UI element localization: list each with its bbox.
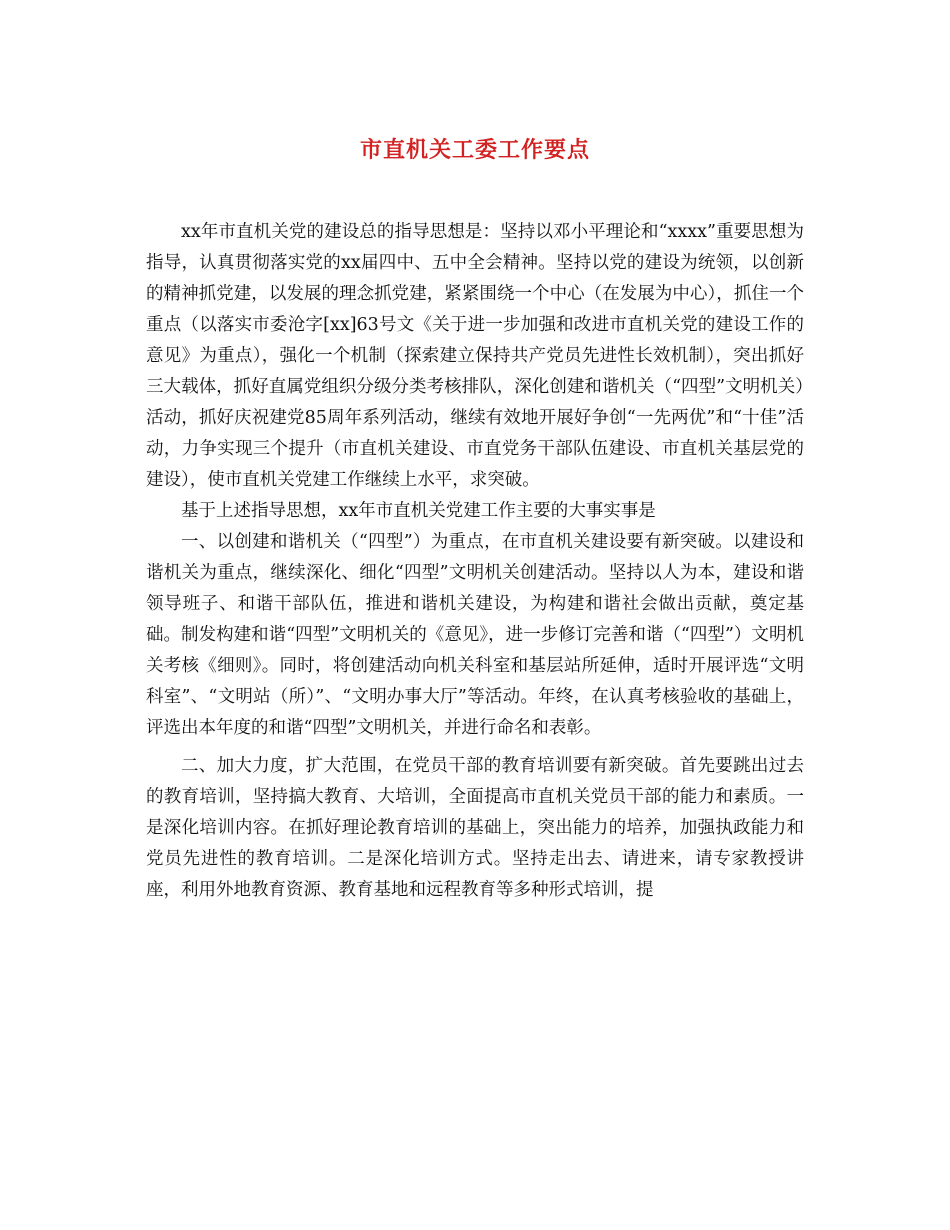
document-body xyxy=(146,217,804,906)
paragraph-harmonious-organs: 一、以创建和谐机关（“四型”）为重点，在市直机关建设要有新突破。以建设和谐机关为重点，继续深化、细化“四型”文明机关创建活动。坚持以人为本，建设和谐领导班子、和谐干部队伍，推进和谐机关建设，为构建和谐社会做出贡献，奠定基础。制发构建和谐“四型”文明机关的《意见》，进一步修订完善和谐（“四型”）文明机关考核《细则》。同时，将创建活动向机关科室和基层站所延伸，适时开展评选“文明科室”、“文明站（所）”、“文明办事大厅”等活动。年终，在认真考核验收的基础上，评选出本年度的和谐“四型”文明机关，并进行命名和表彰。 xyxy=(146,532,804,738)
paragraph-guiding-ideology: xx年市直机关党的建设总的指导思想是：坚持以邓小平理论和“xxxx”重要思想为指导，认真贯彻落实党的xx届四中、五中全会精神。坚持以党的建设为统领，以创新的精神抓党建，以发展的理念抓党建，紧紧围绕一个中心（在发展为中心），抓住一个重点（以落实市委沧字[xx]63号文《关于进一步加强和改进市直机关党的建设工作的意见》为重点），强化一个机制（探索建立保持共产党员先进性长效机制），突出抓好三大载体，抓好直属党组织分级分类考核排队，深化创建和谐机关（“四型”文明机关）活动，抓好庆祝建党85周年系列活动，继续有效地开展好争创“一先两优”和“十佳”活动，力争实现三个提升（市直机关建设、市直党务干部队伍建设、市直机关基层党的建设），使市直机关党建工作继续上水平，求突破。 xyxy=(146,222,804,490)
paragraph-education-training: 二、加大力度，扩大范围，在党员干部的教育培训要有新突破。首先要跳出过去的教育培训，坚持搞大教育、大培训，全面提高市直机关党员干部的能力和素质。一是深化培训内容。在抓好理论教育培训的基础上，突出能力的培养，加强执政能力和党员先进性的教育培训。二是深化培训方式。坚持走出去、请进来，请专家教授讲座，利用外地教育资源、教育基地和远程教育等多种形式培训，提 xyxy=(146,756,804,900)
document-title: 市直机关工委工作要点 xyxy=(359,137,590,163)
paragraph-main-tasks-intro: 基于上述指导思想，xx年市直机关党建工作主要的大事实事是 xyxy=(181,501,656,521)
